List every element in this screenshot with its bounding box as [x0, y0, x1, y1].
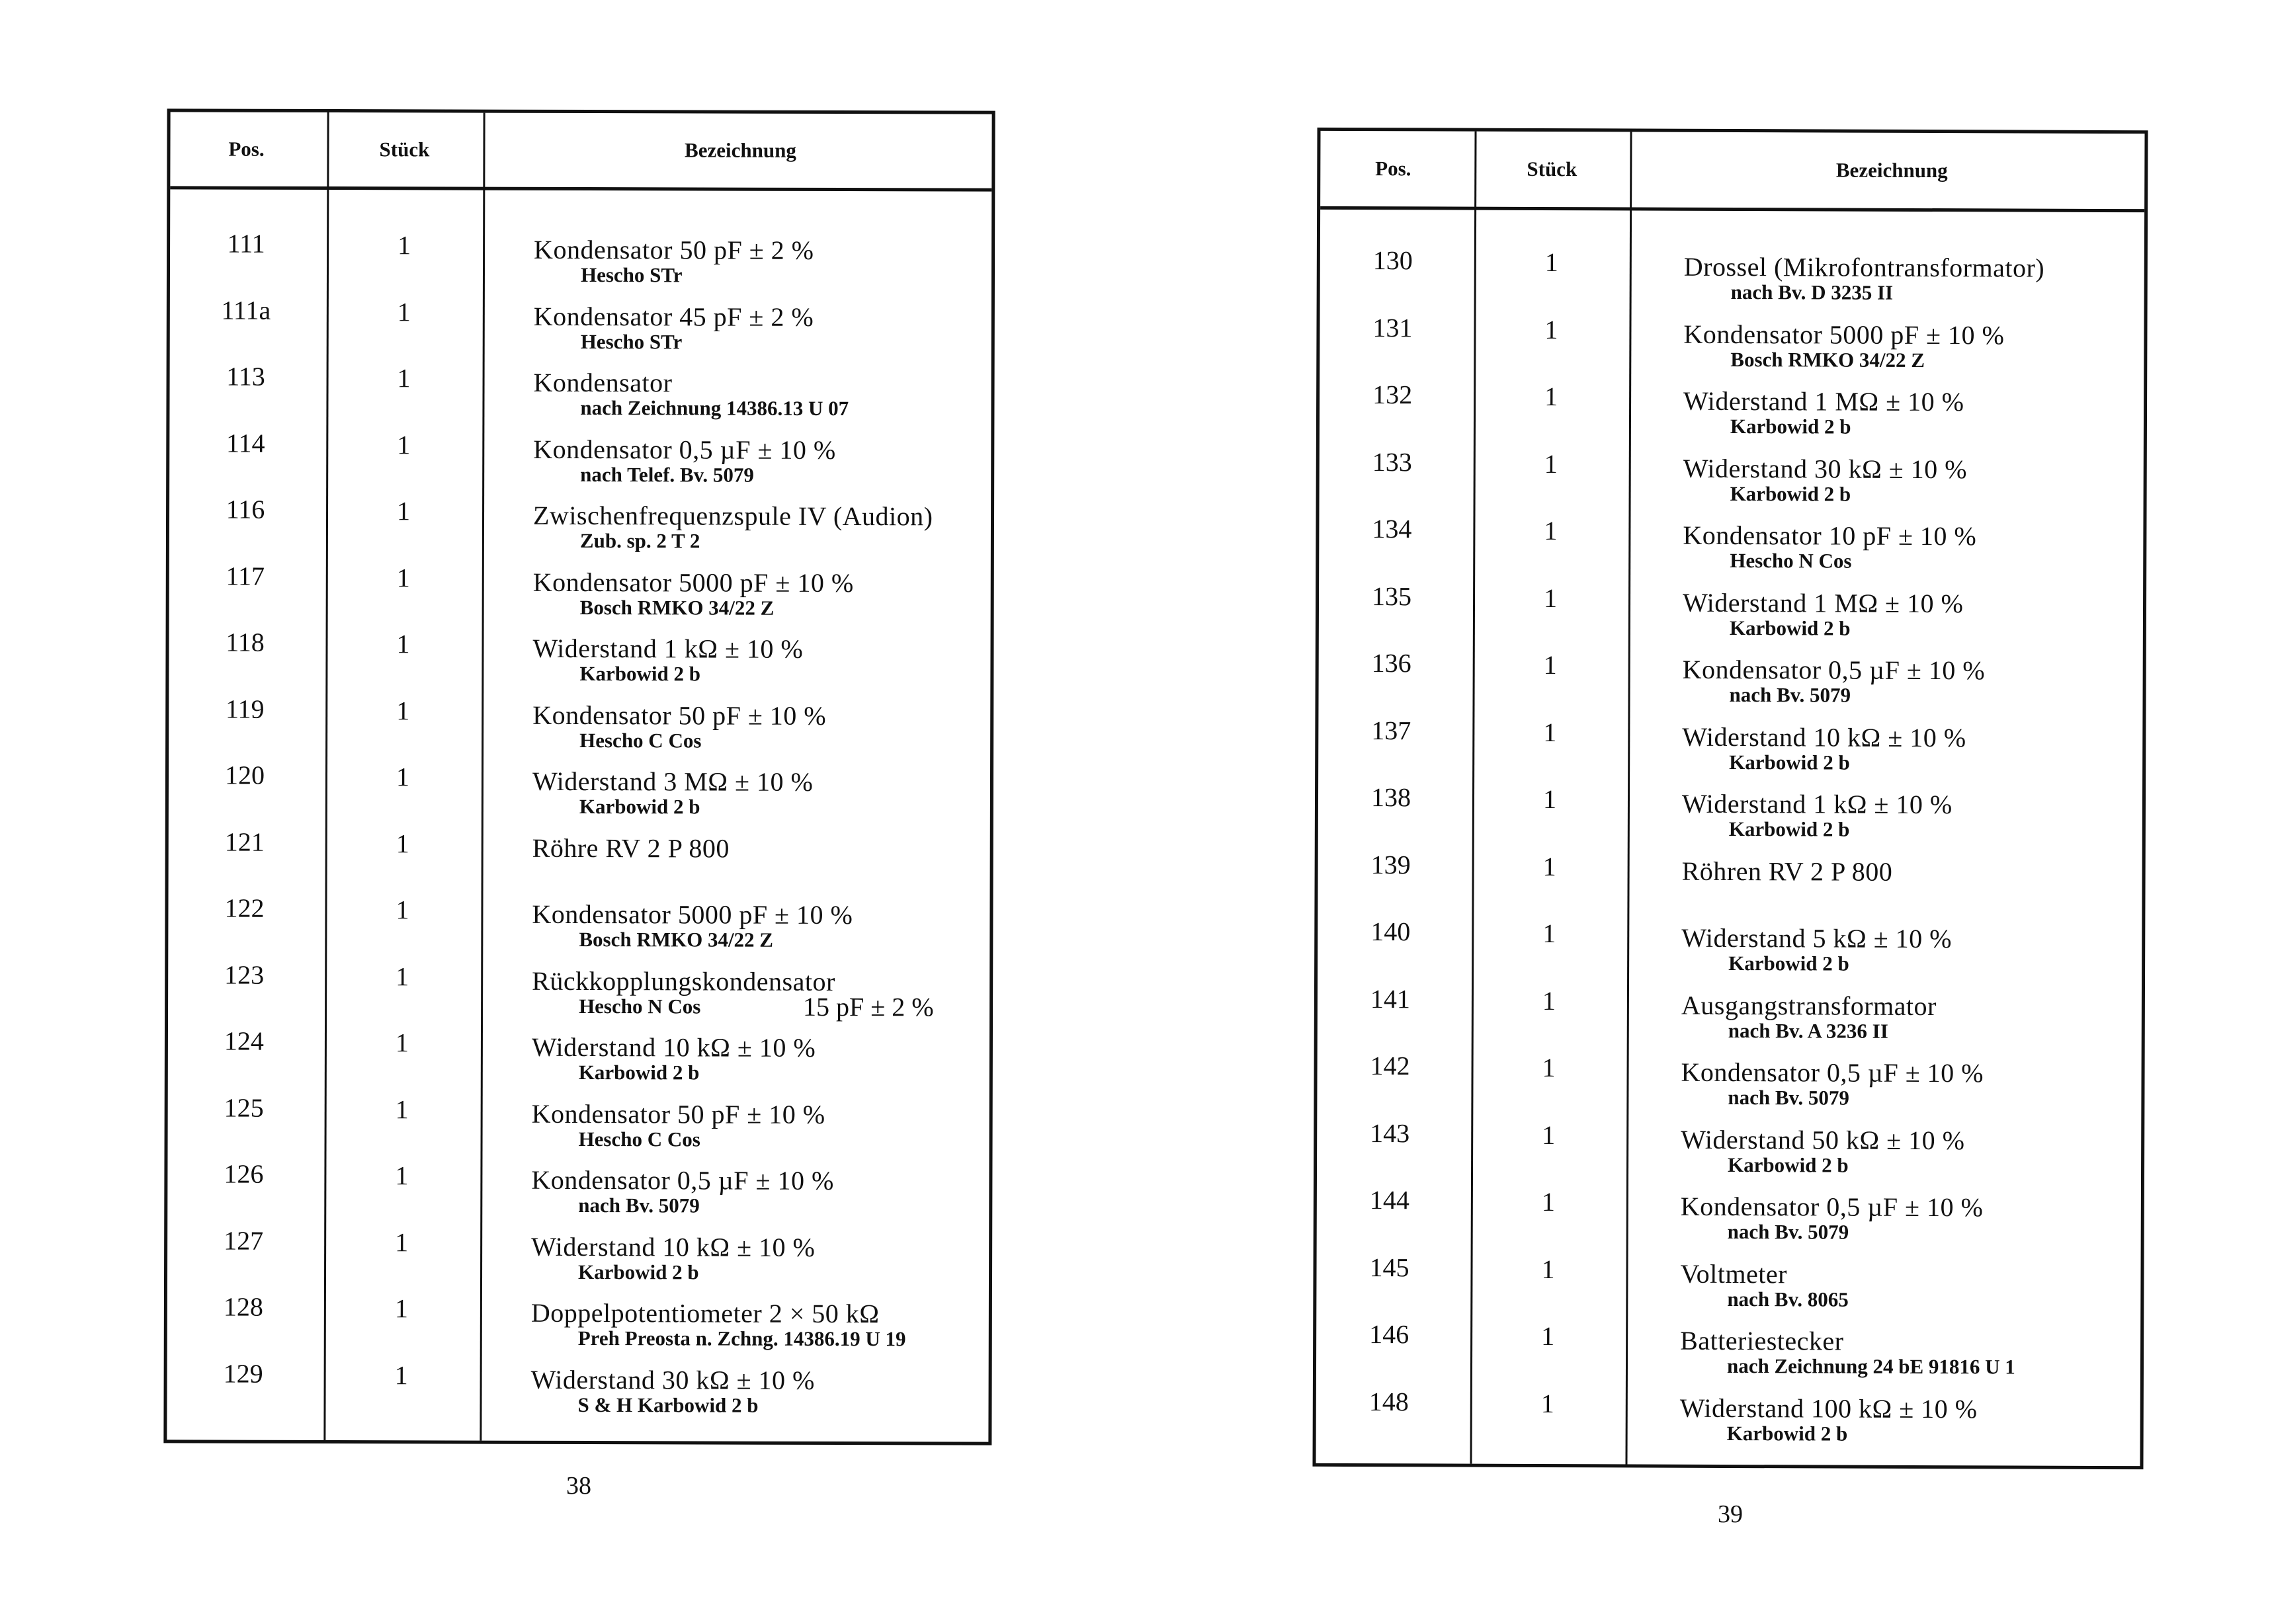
- part-specification: Bosch RMKO 34/22 Z: [579, 595, 775, 620]
- table-row: [1317, 1184, 2141, 1250]
- quantity: 1: [1541, 1187, 1555, 1217]
- part-description: Kondensator 0,5 µF ± 10 %: [1681, 1057, 1984, 1088]
- part-specification: Karbowid 2 b: [1728, 817, 1850, 841]
- part-specification: nach Bv. 8065: [1727, 1287, 1849, 1311]
- position-number: 145: [1369, 1252, 1409, 1282]
- quantity: 1: [1544, 247, 1558, 278]
- position-number: 140: [1370, 916, 1411, 947]
- table-row: [167, 1291, 989, 1356]
- quantity: 1: [396, 895, 409, 925]
- part-description: Widerstand 1 kΩ ± 10 %: [1681, 788, 1953, 820]
- part-specification: nach Bv. D 3235 II: [1730, 280, 1894, 304]
- position-number: 116: [226, 494, 265, 524]
- table-row: [1318, 983, 2142, 1048]
- part-description: Kondensator 5000 pF ± 10 %: [1683, 319, 2005, 350]
- part-description: Kondensator 50 pF ± 10 %: [532, 700, 827, 731]
- position-number: 132: [1372, 380, 1413, 410]
- table-row: [167, 1225, 989, 1289]
- position-number: 119: [225, 694, 265, 724]
- table-row: [169, 759, 990, 824]
- part-description: Kondensator 10 pF ± 10 %: [1683, 520, 1977, 551]
- table-row: [168, 1092, 989, 1157]
- table-row: [1318, 714, 2142, 780]
- quantity: 1: [395, 1160, 409, 1191]
- part-specification: nach Bv. A 3236 II: [1728, 1018, 1888, 1043]
- table-row: [1316, 1385, 2140, 1451]
- part-specification: Karbowid 2 b: [579, 662, 701, 686]
- page-number: 38: [566, 1472, 591, 1500]
- part-specification: nach Zeichnung 14386.13 U 07: [580, 396, 849, 421]
- position-number: 113: [226, 361, 265, 391]
- part-description: Batteriestecker: [1680, 1325, 1844, 1356]
- part-description: Doppelpotentiometer 2 × 50 kΩ: [530, 1297, 880, 1329]
- quantity: 1: [1540, 1388, 1554, 1418]
- table-row: [1316, 1251, 2140, 1317]
- table-row: [169, 427, 991, 492]
- part-description: Kondensator 5000 pF ± 10 %: [532, 899, 853, 930]
- position-number: 141: [1370, 983, 1411, 1014]
- position-number: 138: [1370, 782, 1411, 813]
- part-description: Röhren RV 2 P 800: [1681, 856, 1893, 887]
- part-specification: Hescho N Cos: [579, 994, 701, 1018]
- part-specification: nach Zeichnung 24 bE 91816 U 1: [1726, 1354, 2015, 1379]
- position-number: 143: [1370, 1117, 1410, 1148]
- part-description: Widerstand 3 MΩ ± 10 %: [532, 766, 814, 797]
- quantity: 1: [1544, 314, 1558, 345]
- table-row: [167, 1358, 988, 1422]
- table-row: [169, 493, 991, 558]
- quantity: 1: [1542, 784, 1557, 815]
- part-description: Widerstand 30 kΩ ± 10 %: [1683, 453, 1968, 484]
- table-row: [1317, 1050, 2141, 1116]
- part-specification: Hescho C Cos: [578, 1127, 700, 1151]
- position-number: 137: [1371, 715, 1411, 745]
- part-specification: Karbowid 2 b: [578, 1060, 700, 1084]
- quantity: 1: [1544, 448, 1558, 479]
- part-description: Kondensator 50 pF ± 10 %: [531, 1098, 825, 1129]
- part-description: Kondensator 45 pF ± 2 %: [533, 301, 814, 332]
- position-number: 133: [1372, 446, 1412, 477]
- position-number: 123: [224, 959, 265, 990]
- quantity: 1: [396, 695, 410, 725]
- position-number: 134: [1372, 514, 1412, 544]
- part-specification: Karbowid 2 b: [1726, 1421, 1848, 1445]
- table-row: [1320, 446, 2144, 511]
- table-row: [1318, 647, 2142, 713]
- quantity: 1: [1542, 851, 1556, 881]
- table-row: [168, 892, 989, 957]
- table-row: [1318, 848, 2142, 914]
- header-qty: Stück: [379, 138, 430, 161]
- page-number: 39: [1718, 1500, 1743, 1528]
- table-row: [169, 560, 991, 625]
- quantity: 1: [395, 1028, 409, 1058]
- part-description: Widerstand 30 kΩ ± 10 %: [530, 1364, 815, 1395]
- part-specification: Karbowid 2 b: [1730, 414, 1851, 438]
- table-row: [1318, 782, 2142, 847]
- position-number: 114: [226, 428, 265, 458]
- quantity: 1: [394, 1360, 408, 1390]
- parts-table-right: [1312, 128, 2148, 1469]
- part-description: Voltmeter: [1680, 1258, 1788, 1289]
- quantity: 1: [397, 363, 411, 393]
- quantity: 1: [397, 429, 411, 460]
- part-specification: nach Bv. 5079: [1727, 1219, 1849, 1244]
- part-description: Widerstand 50 kΩ ± 10 %: [1681, 1124, 1965, 1155]
- part-description: Kondensator: [533, 367, 673, 398]
- table-header: [1320, 131, 2144, 212]
- part-specification: nach Bv. 5079: [1728, 1085, 1849, 1110]
- position-number: 129: [223, 1358, 263, 1389]
- position-number: 122: [224, 893, 265, 923]
- part-specification: Hescho C Cos: [579, 728, 702, 752]
- part-specification: Karbowid 2 b: [1729, 750, 1850, 774]
- quantity: 1: [1542, 1119, 1556, 1150]
- position-number: 146: [1369, 1319, 1409, 1350]
- part-specification: Bosch RMKO 34/22 Z: [579, 927, 774, 952]
- table-row: [167, 1158, 989, 1223]
- position-number: 125: [224, 1092, 264, 1123]
- part-specification: Karbowid 2 b: [1728, 1153, 1849, 1177]
- table-row: [170, 294, 991, 359]
- table-row: [168, 959, 989, 1024]
- position-number: 148: [1368, 1386, 1409, 1416]
- header-pos: Pos.: [1375, 157, 1411, 181]
- part-description: Zwischenfrequenzspule IV (Audion): [532, 500, 933, 532]
- quantity: 1: [1541, 1321, 1555, 1352]
- part-description: Rückkopplungskondensator: [532, 965, 835, 996]
- position-number: 117: [226, 561, 265, 591]
- position-number: 144: [1369, 1185, 1409, 1215]
- part-description: Kondensator 0,5 µF ± 10 %: [1680, 1191, 1984, 1223]
- part-specification: S & H Karbowid 2 b: [577, 1393, 759, 1417]
- position-number: 128: [223, 1291, 263, 1322]
- part-description: Röhre RV 2 P 800: [532, 832, 730, 864]
- part-specification: nach Bv. 5079: [578, 1193, 700, 1217]
- table-row: [168, 1025, 989, 1090]
- quantity: 1: [1542, 985, 1556, 1016]
- quantity: 1: [396, 961, 409, 991]
- quantity: 1: [395, 1227, 409, 1257]
- table-row: [1320, 245, 2144, 310]
- quantity: 1: [396, 828, 409, 858]
- position-number: 139: [1370, 849, 1411, 879]
- header-desc: Bezeichnung: [685, 138, 796, 162]
- part-description: Widerstand 10 kΩ ± 10 %: [531, 1231, 816, 1262]
- part-specification: Karbowid 2 b: [1728, 951, 1849, 975]
- quantity: 1: [1543, 717, 1557, 747]
- quantity: 1: [1541, 1254, 1555, 1284]
- quantity: 1: [1543, 650, 1557, 680]
- part-description: Widerstand 10 kΩ ± 10 %: [1682, 721, 1966, 752]
- parts-table-left: [163, 108, 995, 1445]
- table-row: [169, 693, 990, 758]
- table-row: [1316, 1319, 2140, 1384]
- part-description: Widerstand 5 kΩ ± 10 %: [1681, 922, 1953, 954]
- table-row: [169, 826, 990, 891]
- part-specification: Hescho STr: [580, 263, 683, 287]
- position-number: 135: [1371, 581, 1412, 611]
- position-number: 118: [226, 627, 265, 657]
- position-number: 127: [224, 1225, 264, 1256]
- part-description: Widerstand 1 kΩ ± 10 %: [532, 633, 804, 664]
- header-pos: Pos.: [228, 137, 265, 161]
- position-number: 124: [224, 1026, 265, 1056]
- quantity: 1: [396, 496, 411, 526]
- part-specification: Hescho STr: [580, 329, 683, 353]
- part-description: Kondensator 50 pF ± 2 %: [534, 234, 814, 265]
- position-number: 126: [224, 1158, 264, 1189]
- part-description: Kondensator 0,5 µF ± 10 %: [533, 434, 836, 465]
- table-row: [169, 626, 990, 691]
- position-number: 131: [1372, 312, 1413, 343]
- header-desc: Bezeichnung: [1835, 158, 1948, 183]
- part-specification: Bosch RMKO 34/22 Z: [1730, 347, 1925, 372]
- part-description: Widerstand 10 kΩ ± 10 %: [531, 1032, 816, 1063]
- part-description: Widerstand 1 MΩ ± 10 %: [1682, 587, 1964, 618]
- table-row: [1318, 916, 2142, 981]
- table-row: [1319, 580, 2143, 645]
- table-row: [1320, 379, 2144, 444]
- position-number: 142: [1370, 1051, 1410, 1081]
- quantity: 1: [1544, 516, 1558, 546]
- part-description: Widerstand 1 MΩ ± 10 %: [1683, 386, 1964, 417]
- quantity: 1: [398, 230, 411, 261]
- quantity: 1: [1544, 382, 1558, 412]
- part-specification: Hescho N Cos: [1730, 548, 1852, 573]
- part-specification: nach Telef. Bv. 5079: [580, 462, 754, 487]
- header-qty: Stück: [1527, 157, 1577, 181]
- part-description: Kondensator 5000 pF ± 10 %: [532, 567, 854, 598]
- position-number: 111: [227, 228, 265, 259]
- quantity: 1: [1543, 583, 1558, 613]
- quantity: 1: [1542, 918, 1556, 949]
- quantity: 1: [394, 1293, 408, 1324]
- part-value: 15 pF ± 2 %: [803, 991, 934, 1022]
- quantity: 1: [397, 296, 411, 327]
- part-description: Kondensator 0,5 µF ± 10 %: [531, 1164, 834, 1196]
- part-specification: Karbowid 2 b: [577, 1260, 699, 1283]
- position-number: 121: [224, 827, 265, 857]
- table-row: [1319, 513, 2143, 579]
- table-row: [169, 360, 991, 425]
- part-specification: nach Bv. 5079: [1729, 682, 1851, 707]
- part-specification: Karbowid 2 b: [1730, 481, 1851, 506]
- position-number: 111a: [221, 295, 271, 325]
- position-number: 136: [1371, 648, 1411, 678]
- table-row: [1320, 311, 2144, 377]
- part-specification: Karbowid 2 b: [1729, 616, 1851, 640]
- position-number: 120: [224, 760, 265, 790]
- quantity: 1: [1542, 1053, 1556, 1083]
- part-specification: Karbowid 2 b: [579, 794, 700, 819]
- part-specification: Zub. sp. 2 T 2: [579, 529, 700, 553]
- part-specification: Preh Preosta n. Zchng. 14386.19 U 19: [577, 1326, 906, 1351]
- quantity: 1: [395, 1094, 409, 1124]
- quantity: 1: [396, 629, 410, 659]
- part-description: Drossel (Mikrofontransformator): [1683, 251, 2045, 283]
- part-description: Ausgangstransformator: [1681, 990, 1937, 1021]
- table-header: [170, 112, 991, 191]
- part-description: Widerstand 100 kΩ ± 10 %: [1679, 1393, 1978, 1424]
- table-row: [1317, 1117, 2141, 1182]
- part-description: Kondensator 0,5 µF ± 10 %: [1682, 654, 1986, 686]
- position-number: 130: [1372, 245, 1413, 276]
- table-row: [170, 227, 991, 292]
- quantity: 1: [396, 562, 410, 592]
- quantity: 1: [396, 762, 410, 792]
